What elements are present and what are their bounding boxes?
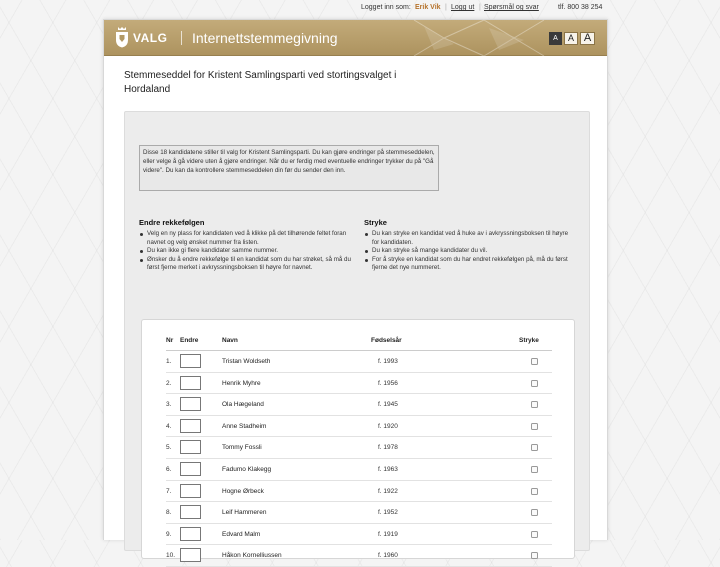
endre-input[interactable]: [180, 527, 201, 541]
endre-input[interactable]: [180, 397, 201, 411]
instruction-item: Du kan ikke gi flere kandidater samme nummer.: [139, 247, 351, 256]
birth-year: f. 1978: [378, 444, 398, 452]
table-row: [166, 373, 552, 395]
birth-year: f. 1922: [378, 487, 398, 495]
logged-in-label: Logget inn som:: [361, 4, 411, 11]
stryke-checkbox[interactable]: [531, 423, 538, 430]
strike-instructions: [364, 218, 576, 273]
header-banner: [104, 20, 607, 56]
instruction-item: For å stryke en kandidat som du har endret rekkefølgen på, må du først fjerne det nye nummeret.: [364, 256, 576, 273]
stryke-checkbox[interactable]: [531, 401, 538, 408]
table-row: [166, 416, 552, 438]
candidate-name: Leif Hammeren: [222, 509, 267, 517]
valg-logo: VALG: [133, 31, 168, 45]
faq-link[interactable]: Spørsmål og svar: [484, 4, 539, 11]
user-name: Erik Vik: [415, 4, 441, 11]
endre-input[interactable]: [180, 354, 201, 368]
instruction-item: Du kan stryke så mange kandidater du vil.: [364, 247, 576, 256]
top-bar: [0, 0, 720, 18]
endre-input[interactable]: [180, 419, 201, 433]
logout-link[interactable]: Logg ut: [451, 4, 475, 11]
candidate-name: Håkon Kornelliussen: [222, 552, 282, 560]
table-row: [166, 524, 552, 546]
endre-input[interactable]: [180, 440, 201, 454]
stryke-checkbox[interactable]: [531, 531, 538, 538]
column-header-nr: Nr: [166, 337, 174, 344]
phone-label: tlf. 800 38 254: [558, 4, 603, 11]
row-number: 4.: [166, 422, 172, 430]
birth-year: f. 1920: [378, 422, 398, 430]
table-row: [166, 437, 552, 459]
row-number: 2.: [166, 379, 172, 387]
endre-input[interactable]: [180, 376, 201, 390]
table-row: [166, 394, 552, 416]
row-number: 1.: [166, 358, 172, 365]
endre-input[interactable]: [180, 484, 201, 498]
column-header-fodselsar: Fødselsår: [371, 337, 402, 344]
app-title: Internettstemmegivning: [192, 30, 338, 46]
instruction-item: Du kan stryke en kandidat ved å huke av i avkryssningsboksen til høyre for kandidaten.: [364, 230, 576, 247]
stryke-checkbox[interactable]: [531, 380, 538, 387]
separator: |: [445, 4, 447, 11]
birth-year: f. 1993: [378, 358, 398, 365]
instruction-item: Velg en ny plass for kandidaten ved å klikke på det tilhørende feltet foran navnet og velg ønsket nummer fra listen.: [139, 230, 351, 247]
column-header-navn: Navn: [222, 337, 238, 344]
font-size-small-button[interactable]: A: [549, 32, 562, 45]
endre-input[interactable]: [180, 505, 201, 519]
candidate-name: Anne Stadheim: [222, 422, 267, 430]
row-number: 7.: [166, 487, 172, 495]
column-header-stryke: Stryke: [519, 337, 539, 344]
separator: |: [479, 4, 481, 11]
stryke-checkbox[interactable]: [531, 509, 538, 516]
table-row: [166, 459, 552, 481]
font-size-controls: [547, 32, 595, 45]
font-size-large-button[interactable]: A: [580, 32, 595, 45]
table-row: [166, 545, 552, 567]
ballot-title: Stemmeseddel for Kristent Samlingsparti ved stortingsvalget i Hordaland: [124, 70, 397, 95]
row-number: 3.: [166, 401, 172, 409]
stryke-checkbox[interactable]: [531, 444, 538, 451]
birth-year: f. 1956: [378, 379, 398, 387]
row-number: 5.: [166, 444, 172, 452]
birth-year: f. 1945: [378, 401, 398, 409]
main-page: [103, 19, 608, 560]
candidate-name: Henrik Myhre: [222, 379, 261, 387]
row-number: 6.: [166, 466, 172, 473]
table-row: [166, 481, 552, 503]
ballot-panel: [124, 111, 590, 560]
candidate-name: Edvard Malm: [222, 530, 261, 538]
endre-input[interactable]: [180, 462, 201, 476]
birth-year: f. 1952: [378, 509, 398, 517]
coat-of-arms-icon: [115, 26, 129, 48]
reorder-heading: Endre rekkefølgen: [139, 218, 205, 227]
intro-text: Disse 18 kandidatene stiller til valg for Kristent Samlingsparti. Du kan gjøre endringer på stemmeseddelen, eller velge å gå videre uten å gjøre endringer. Når du er ferdig med eventuelle endringer trykker du på "Gå videre". Du kan da kontrollere stemmeseddelen din før du sender den inn.: [139, 145, 439, 191]
stryke-checkbox[interactable]: [531, 488, 538, 495]
birth-year: f. 1919: [378, 530, 398, 538]
column-header-endre: Endre: [180, 337, 199, 344]
birth-year: f. 1960: [378, 552, 398, 560]
instruction-item: Ønsker du å endre rekkefølge til en kandidat som du har strøket, så må du først fjerne merket i avkryssningsboksen til høyre for navnet.: [139, 256, 351, 273]
birth-year: f. 1963: [378, 466, 398, 473]
candidate-name: Fadumo Klakegg: [222, 466, 272, 473]
endre-input[interactable]: [180, 548, 201, 562]
candidate-name: Ola Hægeland: [222, 401, 264, 409]
candidate-name: Tommy Fossli: [222, 444, 262, 452]
candidate-table: [141, 319, 575, 559]
row-number: 10.: [166, 552, 176, 560]
candidate-name: Hogne Ørbeck: [222, 487, 264, 495]
decorative-pattern: [404, 20, 544, 56]
candidate-name: Tristan Woldseth: [222, 358, 271, 365]
table-row: [166, 502, 552, 524]
stryke-checkbox[interactable]: [531, 358, 538, 365]
row-number: 9.: [166, 530, 172, 538]
header-divider: [181, 31, 182, 45]
row-number: 8.: [166, 509, 172, 517]
stryke-checkbox[interactable]: [531, 552, 538, 559]
stryke-checkbox[interactable]: [531, 466, 538, 473]
table-row: [166, 351, 552, 373]
reorder-instructions: [139, 218, 351, 273]
strike-heading: Stryke: [364, 218, 387, 227]
font-size-medium-button[interactable]: A: [564, 32, 578, 45]
